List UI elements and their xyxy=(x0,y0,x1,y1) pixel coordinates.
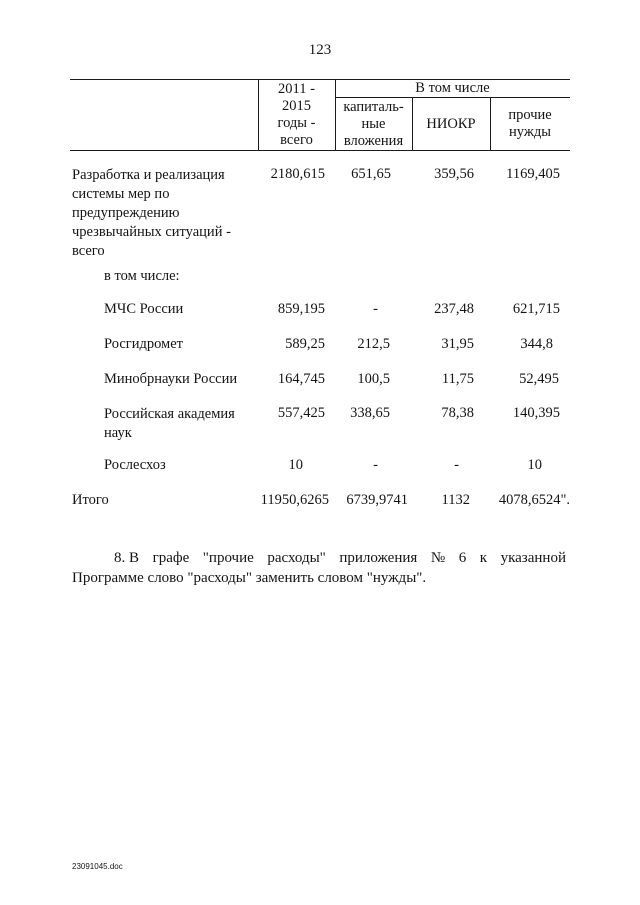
row-label-academy xyxy=(104,405,235,443)
header-total-line: годы - xyxy=(277,115,316,131)
row-label-rosleshoz: Рослесхоз xyxy=(104,457,166,473)
paragraph-word: указанной xyxy=(500,550,566,566)
header-other-line: прочие xyxy=(508,107,552,123)
label-line: наук xyxy=(104,425,132,441)
paragraph-word: 8. В xyxy=(114,550,140,566)
paragraph-word: к xyxy=(479,550,488,566)
header-other-line: нужды xyxy=(509,124,551,140)
cell-niokr: - xyxy=(454,457,459,473)
cell-niokr: 78,38 xyxy=(441,405,474,421)
cell-niokr: 359,56 xyxy=(434,166,474,182)
label-line: системы мер по xyxy=(72,186,170,202)
paragraph-word: 6 xyxy=(458,550,467,566)
page-number: 123 xyxy=(308,42,332,58)
label-line: предупреждению xyxy=(72,205,180,221)
header-total-line: всего xyxy=(280,132,313,148)
paragraph-word: расходы" xyxy=(267,550,326,566)
cell-capital: - xyxy=(373,301,378,317)
cell-total: 11950,6265 xyxy=(260,492,329,508)
header-total-line: 2011 - xyxy=(278,81,315,97)
cell-capital: 6739,9741 xyxy=(346,492,408,508)
cell-total: 2180,615 xyxy=(270,166,325,182)
paragraph-line-1 xyxy=(72,548,566,568)
cell-capital: 651,65 xyxy=(351,166,391,182)
header-capital-line: капиталь- xyxy=(343,99,404,115)
row-label-mchs: МЧС России xyxy=(104,301,184,317)
cell-other: 4078,6524". xyxy=(498,492,570,508)
cell-niokr: 237,48 xyxy=(434,301,474,317)
paragraph-word: № xyxy=(430,550,446,566)
cell-total: 557,425 xyxy=(277,405,325,421)
paragraph-word: "прочие xyxy=(202,550,254,566)
label-line: всего xyxy=(72,243,105,259)
header-total-line: 2015 xyxy=(282,98,311,114)
group-header-rule xyxy=(335,97,570,98)
cell-other: 344,8 xyxy=(520,336,553,352)
cell-niokr: 11,75 xyxy=(441,371,474,387)
row-label-rosgidromet: Росгидромет xyxy=(104,336,184,352)
paragraph-word: приложения xyxy=(339,550,418,566)
header-niokr-column xyxy=(412,116,490,133)
cell-other: 140,395 xyxy=(512,405,560,421)
cell-other: 621,715 xyxy=(512,301,560,317)
cell-other: 1169,405 xyxy=(506,166,560,182)
header-capital-column xyxy=(335,99,412,150)
cell-total: 10 xyxy=(288,457,303,473)
paragraph-line-2: Программе слово "расходы" заменить словом "нужды". xyxy=(72,570,427,586)
label-line: Российская академия xyxy=(104,406,235,422)
header-total-column xyxy=(258,81,335,149)
amendment-paragraph xyxy=(72,548,566,588)
cell-niokr: 1132 xyxy=(441,492,470,508)
header-bottom-rule xyxy=(70,150,570,151)
row-label-minobrnauki: Минобрнауки России xyxy=(104,371,238,387)
row-label-total: Итого xyxy=(72,492,109,508)
cell-capital: 212,5 xyxy=(357,336,390,352)
header-capital-line: ные xyxy=(361,116,386,132)
header-niokr-line: НИОКР xyxy=(426,116,476,132)
header-group-label: В том числе xyxy=(415,80,490,96)
cell-niokr: 31,95 xyxy=(441,336,474,352)
row-label-program xyxy=(72,166,231,261)
cell-total: 859,195 xyxy=(277,301,325,317)
header-capital-line: вложения xyxy=(343,133,404,149)
cell-other: 10 xyxy=(527,457,542,473)
cell-capital: 338,65 xyxy=(350,405,390,421)
cell-total: 164,745 xyxy=(277,371,325,387)
label-line: чрезвычайных ситуаций - xyxy=(72,224,231,240)
cell-capital: - xyxy=(373,457,378,473)
cell-other: 52,495 xyxy=(519,371,559,387)
paragraph-word: графе xyxy=(152,550,190,566)
cell-total: 589,25 xyxy=(285,336,325,352)
row-label-including: в том числе: xyxy=(104,268,180,284)
label-line: Разработка и реализация xyxy=(72,167,225,183)
footer-filename: 23091045.doc xyxy=(72,862,123,871)
cell-capital: 100,5 xyxy=(357,371,390,387)
header-other-column xyxy=(490,107,570,141)
